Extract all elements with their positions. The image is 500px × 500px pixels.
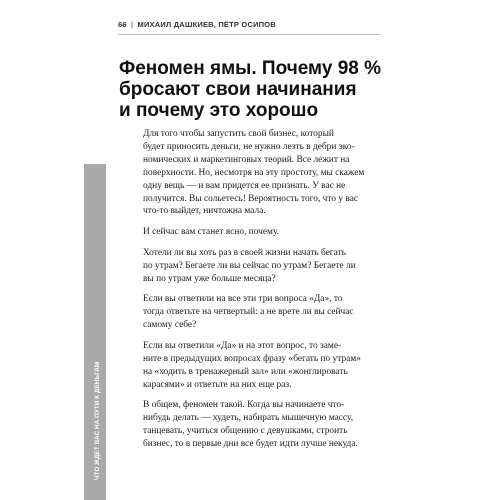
header-separator: | [131,20,134,29]
header-rule [118,34,380,35]
running-header [118,20,276,29]
chapter-title [119,58,389,121]
paragraph [143,226,383,239]
chapter-title-line: и почему это хорошо [119,100,319,121]
text-line: по утрам? Бегаете ли вы сейчас по утрам? Бегаете ли [143,260,356,271]
text-line: бизнес, то в первые дни все будет идти лучше некуда. [143,439,358,450]
text-line: Хотели ли вы хоть раз в своей жизни начать бегать [143,247,346,258]
text-line: самому себе? [143,320,197,331]
text-line: поверхности. Но, несмотря на эту простоту, мы скажем [143,167,365,178]
text-line: танцевать, учиться общению с девушками, строить [143,426,348,437]
text-line: будет приносить деньги, не нужно лезть в дебри эко- [143,141,355,152]
paragraph [143,399,383,451]
paragraph [143,128,383,218]
header-authors: МИХАИЛ ДАШКИЕВ, ПЁТР ОСИПОВ [137,20,276,29]
text-line: Если вы ответили «Да» и на этот вопрос, то заме- [143,340,342,351]
text-line: Для того чтобы запустить свой бизнес, который [143,129,334,139]
page-number: 66 [118,20,127,29]
paragraph [143,293,383,332]
text-line: номических и маркетинговых теорий. Все лежит на [143,154,350,165]
text-line: получится. Вы сольетесь! Вероятность того, что у вас [143,193,359,204]
text-line: тогда ответьте на четвертый: а не врете ли вы сейчас [143,307,354,318]
text-line: нибудь делать — худеть, набирать мышечную массу, [143,413,354,424]
text-line: на «ходить в тренажерный зал» или «жонглировать [143,366,348,377]
text-line: что-то выйдет, ничтожна мала. [143,206,266,217]
text-line: вы по утрам уже больше месяца? [143,273,276,284]
text-line: карасями» и ответьте на них еще раз. [143,379,292,390]
text-line: В общем, феномен такой. Когда вы начинаете что- [143,400,345,411]
text-line: ните в предыдущих вопросах фразу «бегать по утрам» [143,353,361,364]
paragraph [143,247,383,286]
text-line: одну вещь — и вам придется ее признать. У вас не [143,180,346,191]
paragraph [143,340,383,392]
text-line: Если вы ответили на все эти три вопроса «Да», то [143,294,343,305]
body-text [143,128,383,459]
text-line: И сейчас вам станет ясно, почему. [143,227,280,238]
chapter-title-line: бросают свои начинания [119,79,357,100]
chapter-title-line: Феномен ямы. Почему 98 % [119,58,382,79]
side-tab-label: ЧТО ЖДЕТ ВАС НА ПУТИ К ДЕНЬГАМ [94,361,101,480]
